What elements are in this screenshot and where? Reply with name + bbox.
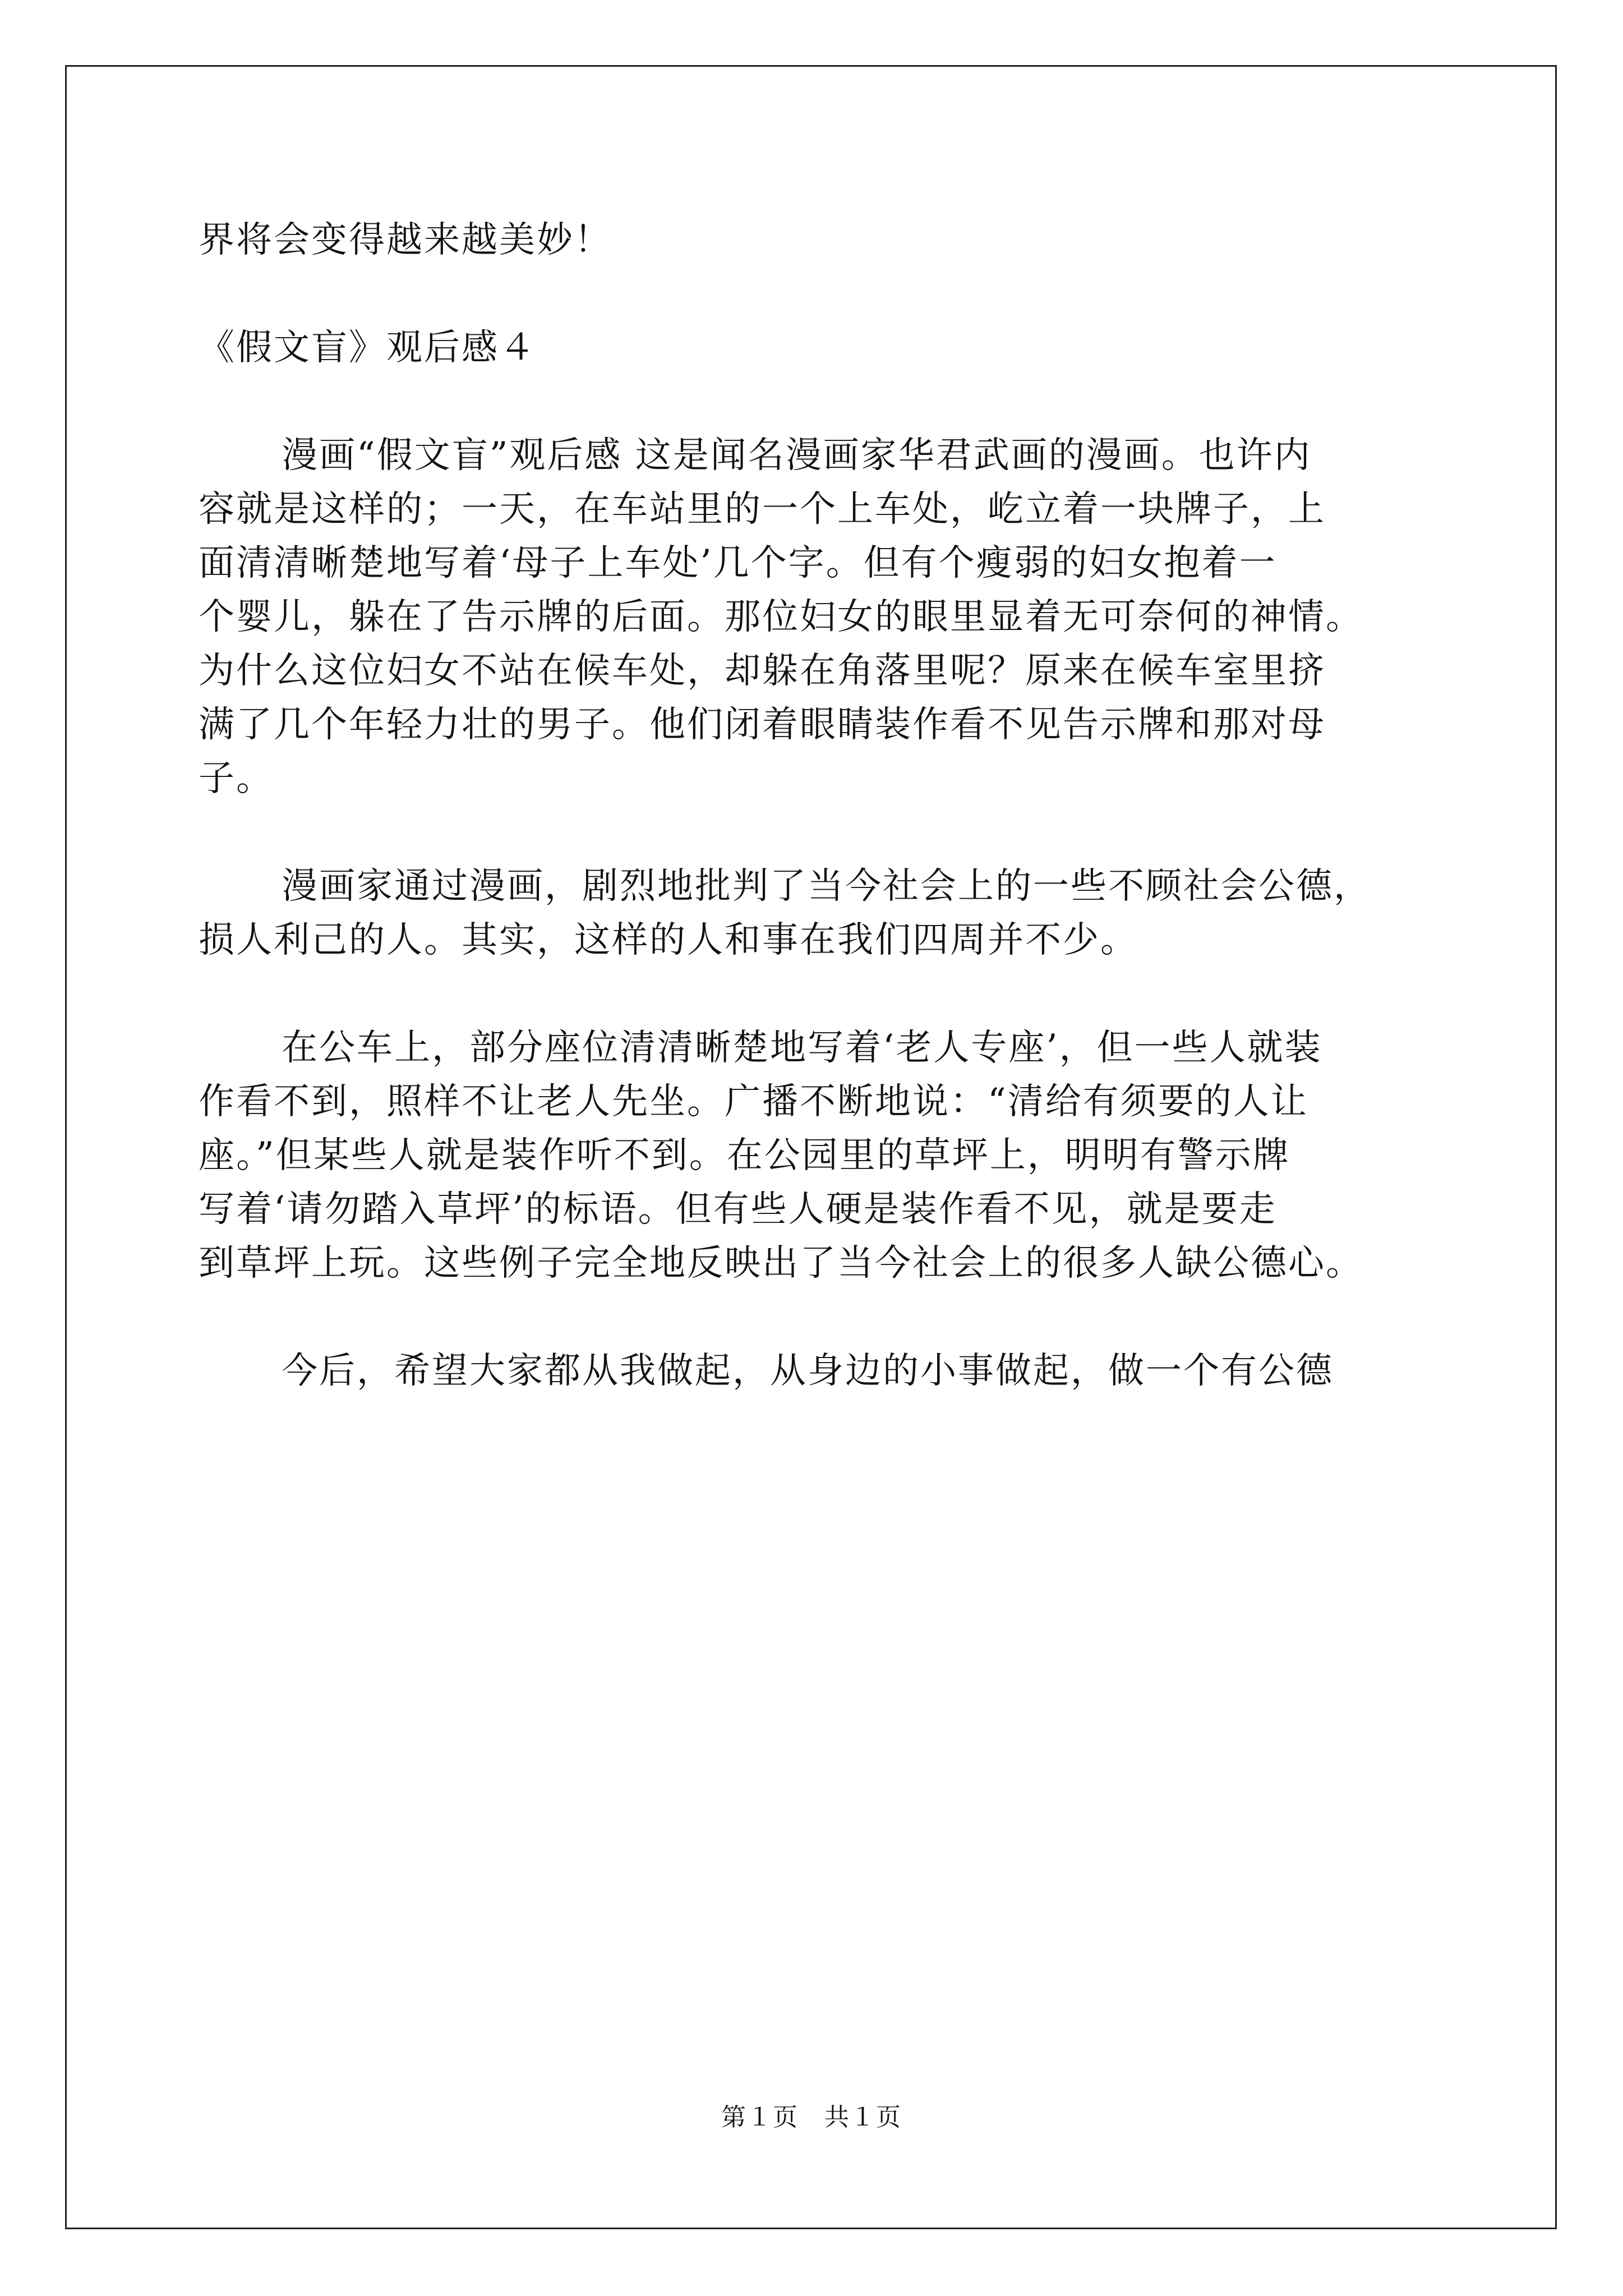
text-line: 为什么这位妇女不站在候车处，却躲在角落里呢？原来在候车室里挤 [199, 650, 1326, 692]
paragraph-1 [199, 429, 1472, 806]
text-line: 漫画“假文盲”观后感 这是闻名漫画家华君武画的漫画。也许内 [282, 435, 1312, 476]
paragraph-2 [199, 859, 1472, 967]
text-line: 界将会变得越来越美妙！ [199, 219, 612, 261]
paragraph-continuation [199, 213, 1472, 267]
paragraph-4 [199, 1344, 1472, 1398]
page-number-footer: 第１页 共１页 [721, 2103, 902, 2132]
text-line: 容就是这样的；一天，在车站里的一个上车处，屹立着一块牌子，上 [199, 489, 1326, 530]
paragraph-3 [199, 1021, 1472, 1290]
text-line: 子。 [199, 758, 274, 799]
text-line: 今后，希望大家都从我做起，从身边的小事做起，做一个有公德 [282, 1350, 1334, 1392]
text-line: 面清清晰楚地写着‘母子上车处’几个字。但有个瘦弱的妇女抱着一 [199, 542, 1277, 584]
text-line: 座。”但某些人就是装作听不到。在公园里的草坪上，明明有警示牌 [199, 1135, 1290, 1176]
document-body [199, 213, 1472, 1452]
text-line: 满了几个年轻力壮的男子。他们闭着眼睛装作看不见告示牌和那对母 [199, 704, 1326, 746]
text-line: 写着‘请勿踏入草坪’的标语。但有些人硬是装作看不见，就是要走 [199, 1189, 1277, 1230]
text-line: 损人利己的人。其实，这样的人和事在我们四周并不少。 [199, 919, 1138, 961]
text-line: 作看不到，照样不让老人先坐。广播不断地说：“清给有须要的人让 [199, 1081, 1308, 1122]
section-heading [199, 321, 1472, 375]
heading-text: 《假文盲》观后感４ [199, 327, 537, 369]
text-line: 个婴儿，躲在了告示牌的后面。那位妇女的眼里显着无可奈何的神情。 [199, 596, 1363, 638]
text-line: 漫画家通过漫画，剧烈地批判了当今社会上的一些不顾社会公德， [282, 866, 1371, 907]
text-line: 在公车上，部分座位清清晰楚地写着‘老人专座’，但一些人就装 [282, 1027, 1322, 1069]
text-line: 到草坪上玩。这些例子完全地反映出了当今社会上的很多人缺公德心。 [199, 1243, 1363, 1284]
